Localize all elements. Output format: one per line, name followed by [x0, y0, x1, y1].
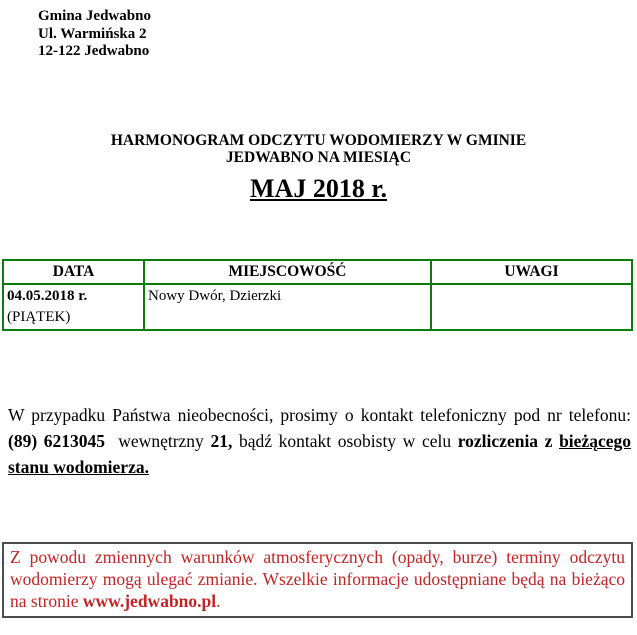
weekday-value: (PIĄTEK) — [7, 308, 71, 325]
place-cell: Nowy Dwór, Dzierzki — [144, 284, 431, 330]
table-row — [3, 284, 632, 330]
text-segment: . — [216, 590, 221, 611]
date-value: 04.05.2018 r. — [7, 287, 88, 304]
sender-postal-city: 12-122 Jedwabno — [38, 43, 150, 59]
month-heading-row — [0, 175, 637, 203]
document-title — [0, 132, 637, 203]
col-header-uwagi: UWAGI — [431, 260, 632, 284]
notes-cell — [431, 284, 632, 330]
col-header-data: DATA — [3, 260, 144, 284]
title-line-1: HARMONOGRAM ODCZYTU WODOMIERZY W GMINIE — [110, 131, 527, 149]
sender-address — [38, 8, 637, 61]
text-segment: Z powodu zmiennych warunków atmosferycznych (opady, burze) terminy odczytu wodomierzy mogą ulegać zmianie. Wszelkie informacje udostępniane będą na bieżąco na stronie — [10, 546, 625, 611]
title-line-2: JEDWABNO NA MIESIĄC — [225, 148, 412, 166]
text-segment: www.jedwabno.pl — [82, 590, 217, 611]
text-segment: bieżącego stanu wodomierza. — [8, 430, 631, 477]
sender-street: Ul. Warmińska 2 — [38, 25, 147, 42]
date-cell — [3, 284, 144, 330]
document-page — [0, 8, 637, 635]
schedule-table — [2, 259, 633, 331]
text-segment: bądź kontakt osobisty w celu — [232, 430, 458, 451]
text-segment: W przypadku Państwa nieobecności, prosimy o kontakt telefoniczny pod nr telefonu: — [8, 404, 631, 425]
text-segment: (89) 6213045 — [8, 430, 106, 451]
text-segment: wewnętrzny — [105, 430, 211, 451]
sender-name: Gmina Jedwabno — [38, 8, 151, 24]
text-segment: 21, — [210, 430, 233, 451]
contact-paragraph — [8, 402, 631, 480]
text-segment: rozliczenia z — [457, 430, 560, 451]
table-header-row — [3, 260, 632, 284]
notice-box — [2, 542, 633, 618]
month-heading: MAJ 2018 r. — [250, 173, 387, 203]
col-header-miejscowosc: MIEJSCOWOŚĆ — [144, 260, 431, 284]
